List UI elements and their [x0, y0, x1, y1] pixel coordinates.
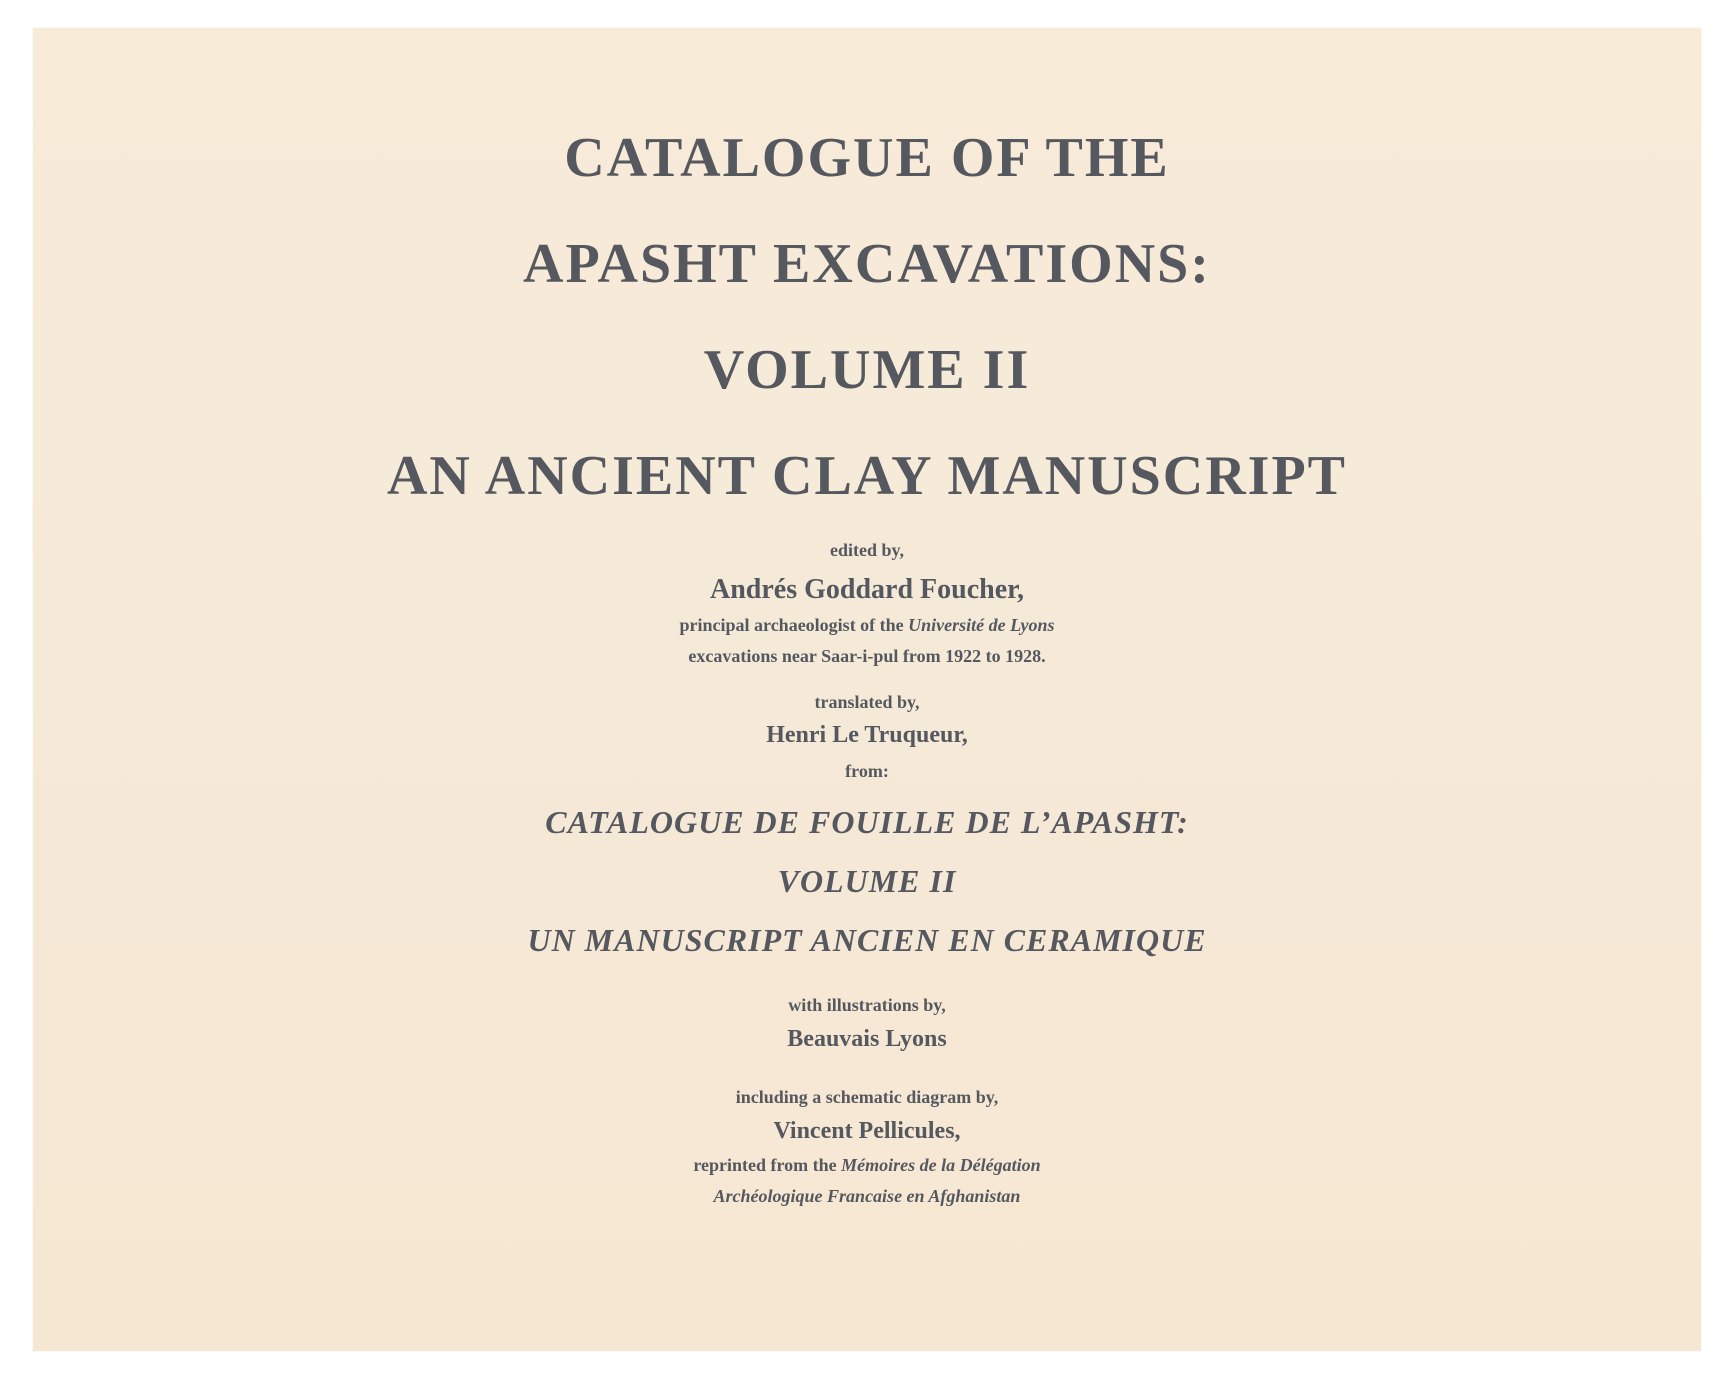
reprint-source-title-2: Archéologique Francaise en Afghanistan: [713, 1186, 1021, 1206]
french-title-line-1: CATALOGUE DE FOUILLE DE L’APASHT:: [545, 804, 1189, 840]
title-line-1: CATALOGUE OF THE: [564, 127, 1170, 189]
from-label: from:: [845, 761, 889, 781]
reprint-source-title-1: Mémoires de la Délégation: [841, 1155, 1041, 1175]
paper-sheet: [33, 28, 1701, 1351]
title-line-3: VOLUME II: [703, 339, 1031, 401]
editor-excavation-details: excavations near Saar-i-pul from 1922 to 1928.: [688, 646, 1046, 666]
editor-role-prefix: principal archaeologist of the: [679, 615, 909, 635]
title-line-2: APASHT EXCAVATIONS:: [523, 233, 1211, 295]
title-line-4: AN ANCIENT CLAY MANUSCRIPT: [386, 445, 1348, 507]
diagram-by-label: including a schematic diagram by,: [735, 1087, 999, 1107]
illustrations-by-label: with illustrations by,: [788, 995, 946, 1015]
editor-name: Andrés Goddard Foucher,: [709, 574, 1024, 605]
diagram-author-name: Vincent Pellicules,: [773, 1118, 961, 1144]
editor-role: [33, 615, 1701, 636]
reprint-source-line-1: [33, 1155, 1701, 1176]
edited-by-label: edited by,: [829, 540, 904, 560]
translator-name: Henri Le Truqueur,: [766, 722, 968, 748]
reprint-prefix: reprinted from the: [693, 1155, 842, 1175]
editor-institution: Université de Lyons: [908, 615, 1055, 635]
translated-by-label: translated by,: [814, 692, 920, 712]
french-title-line-3: UN MANUSCRIPT ANCIEN EN CERAMIQUE: [527, 922, 1207, 958]
reprint-source-line-2: [33, 1186, 1701, 1207]
french-title-line-2: VOLUME II: [777, 863, 957, 899]
illustrator-name: Beauvais Lyons: [787, 1026, 947, 1052]
